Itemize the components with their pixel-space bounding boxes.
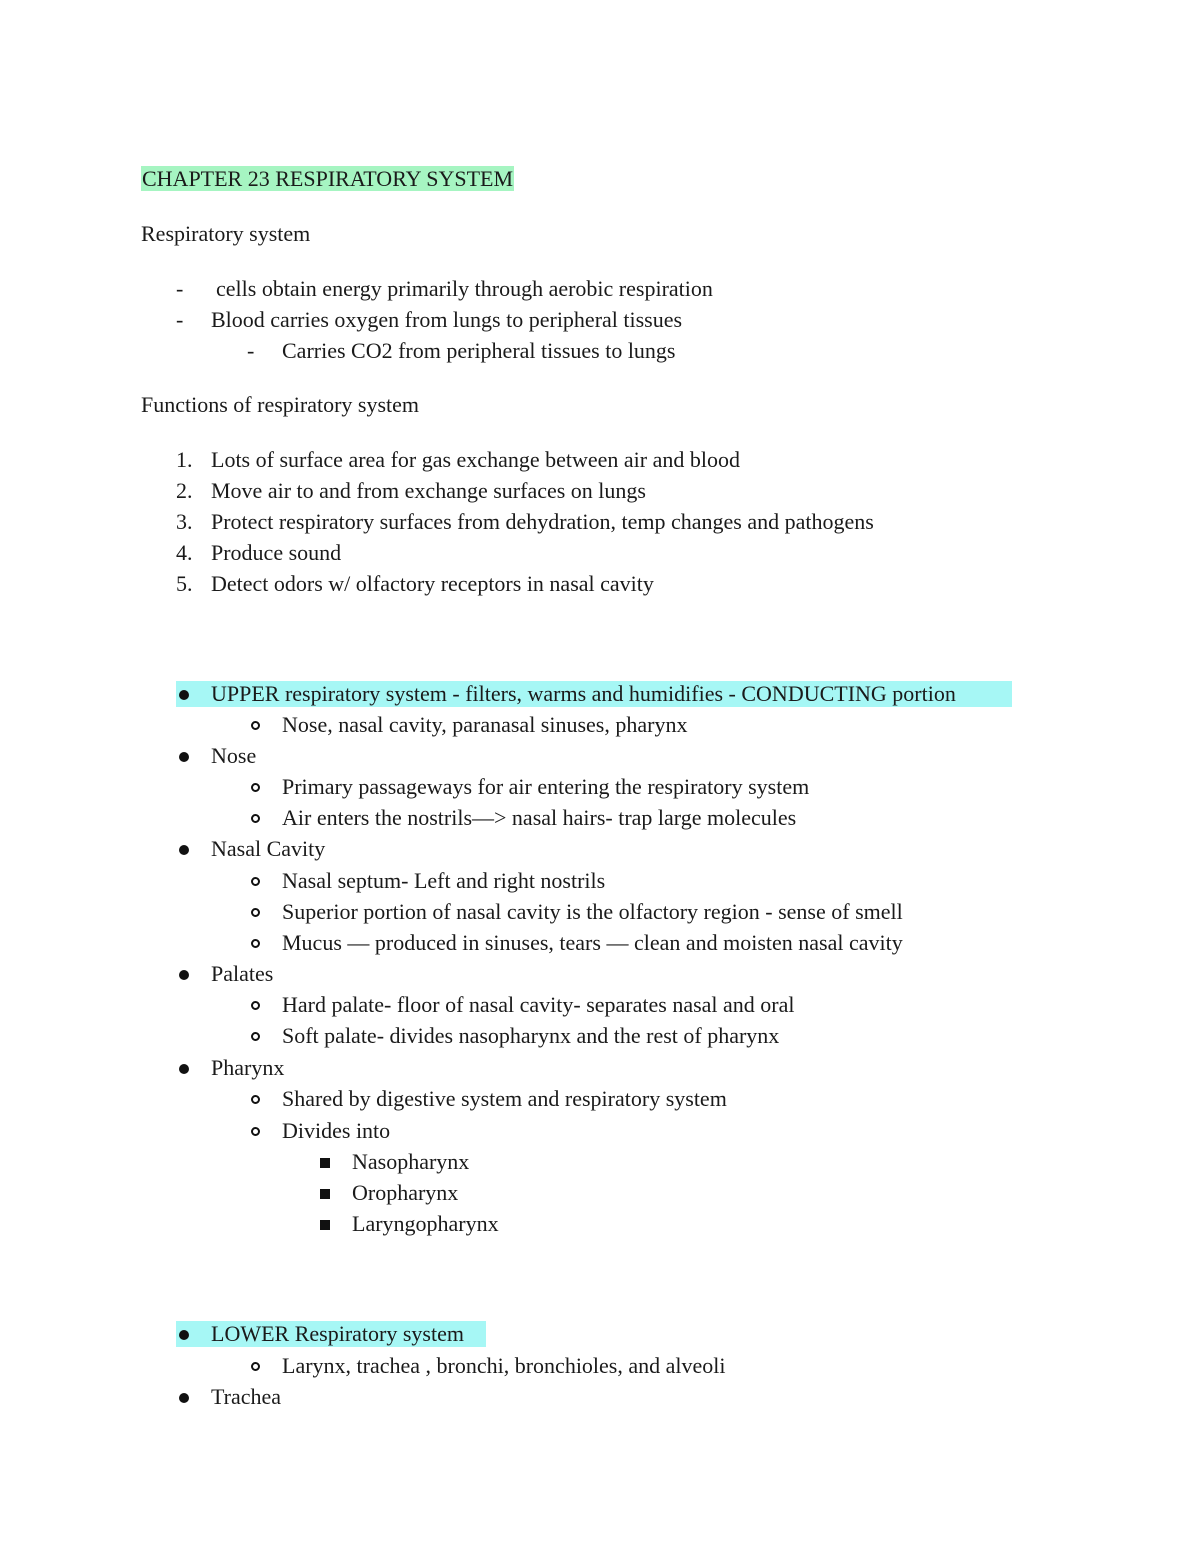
list-item-text: Move air to and from exchange surfaces on lungs: [211, 478, 646, 503]
numbered-item: [176, 540, 1076, 566]
bullet-dot-icon: [179, 1393, 189, 1403]
bullet-item-lower: [176, 1321, 976, 1347]
list-item-text: Air enters the nostrils—> nasal hairs- trap large molecules: [282, 805, 797, 830]
dash-marker: -: [247, 338, 255, 363]
sub-sub-bullet-item: [318, 1149, 918, 1175]
page-title-text: CHAPTER 23 RESPIRATORY SYSTEM: [142, 166, 514, 191]
list-item-text: Oropharynx: [352, 1180, 459, 1205]
bullet-item-pharynx: [176, 1055, 976, 1081]
bullet-square-icon: [320, 1189, 330, 1199]
bullet-circle-icon: [251, 1032, 260, 1041]
bullet-circle-icon: [251, 877, 260, 886]
sub-bullet-item: [247, 1086, 1047, 1112]
page-title: [141, 166, 514, 192]
list-item-text: Blood carries oxygen from lungs to peripheral tissues: [211, 307, 683, 332]
list-item-text: Lots of surface area for gas exchange between air and blood: [211, 447, 740, 472]
numbered-item: [176, 478, 1076, 504]
bullet-dot-icon: [179, 752, 189, 762]
dash-marker: -: [176, 307, 184, 332]
list-item-text: Laryngopharynx: [352, 1211, 499, 1236]
bullet-item-upper: [176, 681, 1026, 707]
sub-bullet-item: [247, 1118, 1047, 1144]
list-item-text: Nose, nasal cavity, paranasal sinuses, pharynx: [282, 712, 688, 737]
sub-bullet-item: [247, 1023, 1047, 1049]
list-item: [176, 307, 976, 333]
upper-heading: UPPER respiratory system - filters, warms and humidifies - CONDUCTING portion: [211, 681, 956, 706]
bullet-circle-icon: [251, 814, 260, 823]
item-number: 3.: [176, 509, 193, 534]
list-item-text: Divides into: [282, 1118, 391, 1143]
list-item-text: Protect respiratory surfaces from dehydration, temp changes and pathogens: [211, 509, 874, 534]
bullet-dot-icon: [179, 690, 189, 700]
sub-bullet-item: [247, 899, 1047, 925]
bullet-circle-icon: [251, 721, 260, 730]
section-heading-functions: Functions of respiratory system: [141, 392, 420, 417]
list-item-text: Trachea: [211, 1384, 282, 1409]
bullet-circle-icon: [251, 1362, 260, 1371]
bullet-circle-icon: [251, 1095, 260, 1104]
list-item-text: Carries CO2 from peripheral tissues to lungs: [282, 338, 676, 363]
numbered-item: [176, 509, 1076, 535]
list-item-text: Pharynx: [211, 1055, 285, 1080]
list-item-text: Nasal Cavity: [211, 836, 326, 861]
bullet-dot-icon: [179, 1064, 189, 1074]
sub-bullet-item: [247, 930, 1047, 956]
list-item-text: Nasal septum- Left and right nostrils: [282, 868, 606, 893]
list-item-text: Palates: [211, 961, 274, 986]
bullet-circle-icon: [251, 908, 260, 917]
list-item-text: Nasopharynx: [352, 1149, 470, 1174]
list-item: [176, 276, 976, 302]
sub-sub-bullet-item: [318, 1211, 918, 1237]
list-item-text: Detect odors w/ olfactory receptors in nasal cavity: [211, 571, 654, 596]
bullet-item-nose: [176, 743, 976, 769]
item-number: 4.: [176, 540, 193, 565]
sub-bullet-item: [247, 992, 1047, 1018]
bullet-dot-icon: [179, 845, 189, 855]
list-item-text: Mucus — produced in sinuses, tears — clean and moisten nasal cavity: [282, 930, 903, 955]
bullet-dot-icon: [179, 1330, 189, 1340]
sub-bullet-item: [247, 868, 1047, 894]
section-heading-respiratory-system: Respiratory system: [141, 221, 311, 246]
bullet-circle-icon: [251, 1127, 260, 1136]
list-item-text: Shared by digestive system and respiratory system: [282, 1086, 727, 1111]
numbered-item: [176, 571, 1076, 597]
sub-bullet-item: [247, 774, 1047, 800]
sub-bullet-item: [247, 805, 1047, 831]
list-item-text: Larynx, trachea , bronchi, bronchioles, and alveoli: [282, 1353, 726, 1378]
list-item-text: Primary passageways for air entering the respiratory system: [282, 774, 810, 799]
lower-heading: LOWER Respiratory system: [211, 1321, 464, 1346]
list-item-text: Produce sound: [211, 540, 342, 565]
bullet-item-nasal-cavity: [176, 836, 976, 862]
sub-bullet-item: [247, 712, 1047, 738]
list-item-text: cells obtain energy primarily through aerobic respiration: [216, 276, 713, 301]
list-item-text: Soft palate- divides nasopharynx and the rest of pharynx: [282, 1023, 780, 1048]
list-item-text: Nose: [211, 743, 257, 768]
bullet-circle-icon: [251, 783, 260, 792]
list-item-text: Superior portion of nasal cavity is the olfactory region - sense of smell: [282, 899, 903, 924]
sub-bullet-item: [247, 1353, 1047, 1379]
bullet-item-trachea: [176, 1384, 976, 1410]
bullet-item-palates: [176, 961, 976, 987]
bullet-circle-icon: [251, 939, 260, 948]
numbered-item: [176, 447, 1076, 473]
bullet-dot-icon: [179, 970, 189, 980]
dash-marker: -: [176, 276, 184, 301]
item-number: 5.: [176, 571, 193, 596]
item-number: 2.: [176, 478, 193, 503]
item-number: 1.: [176, 447, 193, 472]
sub-sub-bullet-item: [318, 1180, 918, 1206]
list-item-text: Hard palate- floor of nasal cavity- separates nasal and oral: [282, 992, 795, 1017]
bullet-square-icon: [320, 1158, 330, 1168]
list-sub-item: [247, 338, 1047, 364]
bullet-square-icon: [320, 1220, 330, 1230]
bullet-circle-icon: [251, 1001, 260, 1010]
